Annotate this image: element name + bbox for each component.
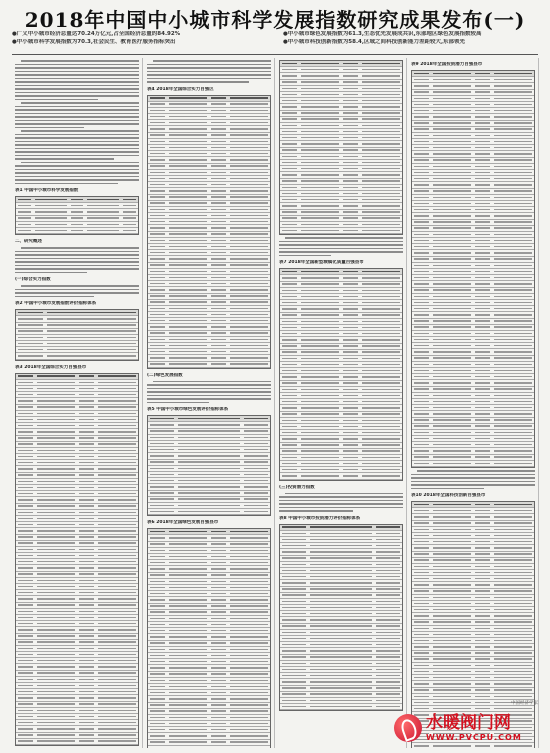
section-heading: 表2 中国中小城市发展指数评价指标体系	[15, 301, 97, 307]
body-paragraph	[147, 381, 271, 404]
body-paragraph	[411, 470, 535, 489]
data-table	[279, 60, 403, 235]
section-heading: 二、研究概述	[15, 239, 42, 245]
watermark-logo-icon	[394, 714, 422, 742]
subhead-1: ●广义中小城市经济总量达70.24万亿元,占全国经济总量的84.92%	[12, 31, 181, 37]
table-row	[280, 473, 402, 479]
section-heading: 表5 中国中小城市绿色发展评价指标体系	[147, 407, 229, 413]
column-3	[276, 58, 407, 748]
table-row	[280, 228, 402, 234]
header-rule	[12, 54, 538, 55]
section-heading: 表4 2018年全国综合实力百强区	[147, 86, 214, 92]
section-heading: 表8 中国中小城市投资潜力评价指标体系	[279, 515, 361, 521]
body-paragraph	[279, 493, 403, 512]
data-table	[411, 70, 535, 468]
data-table	[147, 528, 271, 748]
body-paragraph	[15, 102, 139, 128]
table-row	[148, 746, 270, 748]
subhead-3: ●中小城市科学发展指数为70.3,社会民生、教育医疗服务指标突出	[12, 39, 176, 45]
subheads	[12, 31, 542, 46]
body-paragraph	[279, 237, 403, 256]
section-heading: (三)投资潜力指数	[279, 484, 315, 490]
column-1	[12, 58, 143, 748]
footer-note: 中国经济学家	[511, 701, 538, 706]
body-paragraph	[15, 285, 139, 297]
body-paragraph	[15, 130, 139, 160]
body-paragraph	[15, 247, 139, 273]
data-table	[279, 524, 403, 712]
section-heading: 表10 2018年全国科技创新百强县市	[411, 493, 486, 498]
section-heading: (二)绿色发展指数	[147, 372, 183, 378]
column-4	[408, 58, 539, 748]
subhead-4: ●中小城市科技创新指数为58.4,区域之间科技创新能力差距较大,东部领先	[283, 39, 466, 45]
watermark-name: 水暖阀门网	[426, 713, 511, 733]
table-row	[148, 509, 270, 515]
section-heading: 表9 2018年全国投资潜力百强县市	[411, 62, 483, 67]
data-table	[15, 196, 139, 235]
table-row	[16, 739, 138, 745]
section-heading: (一)综合实力指数	[15, 277, 51, 283]
headline: 2018年中国中小城市科学发展指数研究成果发布(一)	[24, 8, 526, 32]
section-heading: 表1 中国中小城市科学发展指数	[15, 188, 79, 193]
column-2	[144, 58, 275, 748]
body-paragraph	[147, 60, 271, 83]
table-row	[16, 228, 138, 234]
subhead-2: ●中小城市绿色发展指数为61.3,生态优先发展成共识,东部地区绿色发展指数较高	[283, 31, 482, 37]
section-heading: 表6 2018年全国绿色发展百强县市	[147, 520, 219, 526]
data-table	[147, 415, 271, 516]
watermark-url: WWW.PVCPU.COM	[426, 733, 522, 742]
body-paragraph	[15, 162, 139, 185]
body-paragraph	[15, 60, 139, 100]
table-row	[16, 353, 138, 359]
section-heading: 表3 2018年全国综合实力百强县市	[15, 364, 87, 370]
watermark	[394, 709, 544, 747]
data-table	[279, 268, 403, 480]
table-row	[412, 461, 534, 467]
data-table	[147, 95, 271, 369]
table-row	[280, 704, 402, 710]
data-table	[15, 373, 139, 746]
section-heading: 表7 2018年全国新型城镇化质量百强县市	[279, 260, 364, 266]
table-row	[148, 362, 270, 368]
data-table	[15, 309, 139, 361]
